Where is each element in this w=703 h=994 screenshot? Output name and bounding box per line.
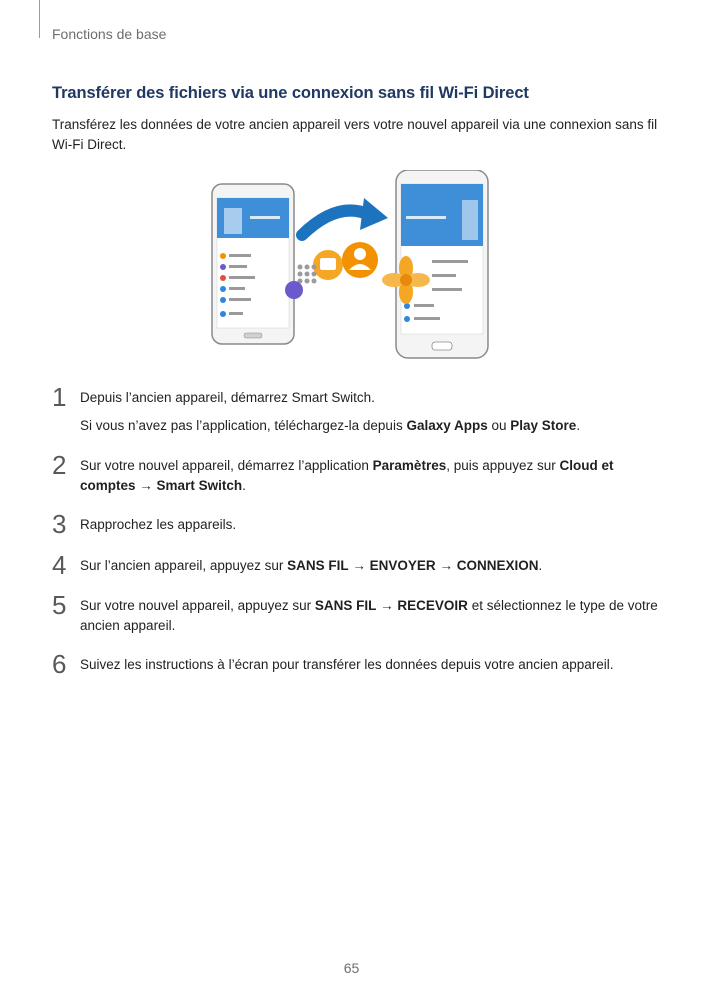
step-number: 4: [52, 550, 67, 580]
section-title: Transférer des fichiers via une connexion sans fil Wi-Fi Direct: [52, 84, 529, 102]
step-text: Depuis l’ancien appareil, démarrez Smart Switch.: [80, 390, 375, 405]
phone-call-icon: [285, 281, 303, 299]
running-header: Fonctions de base: [52, 26, 167, 42]
step-text: Sur l’ancien appareil, appuyez sur SANS FIL → ENVOYER → CONNEXION.: [80, 558, 543, 573]
dot-grid-icon: [298, 265, 317, 284]
step-text: Rapprochez les appareils.: [80, 517, 237, 532]
smart-switch-illustration: [210, 170, 500, 360]
step-text: Sur votre nouvel appareil, démarrez l’application Paramètres, puis appuyez sur Cloud et comptes → Smart Switch.: [80, 458, 614, 493]
page-number: 65: [343, 960, 360, 976]
step-subtext: Si vous n’avez pas l’application, téléchargez-la depuis Galaxy Apps ou Play Store.: [80, 418, 581, 433]
old-phone-image: [212, 184, 294, 344]
transfer-arrow-icon: [302, 211, 370, 236]
step-number: 6: [52, 649, 67, 679]
step-text: Sur votre nouvel appareil, appuyez sur SANS FIL → RECEVOIR et sélectionnez le type de votre ancien appareil.: [80, 598, 658, 633]
step-number: 3: [52, 509, 67, 539]
step-number: 5: [52, 590, 67, 620]
step-text: Suivez les instructions à l’écran pour transférer les données depuis votre ancien appareil.: [80, 657, 614, 672]
header-rule: [39, 0, 40, 38]
step-number: 1: [52, 382, 67, 412]
intro-paragraph: Transférez les données de votre ancien appareil vers votre nouvel appareil via une connexion sans fil Wi-Fi Direct.: [52, 117, 658, 152]
step-number: 2: [52, 450, 67, 480]
